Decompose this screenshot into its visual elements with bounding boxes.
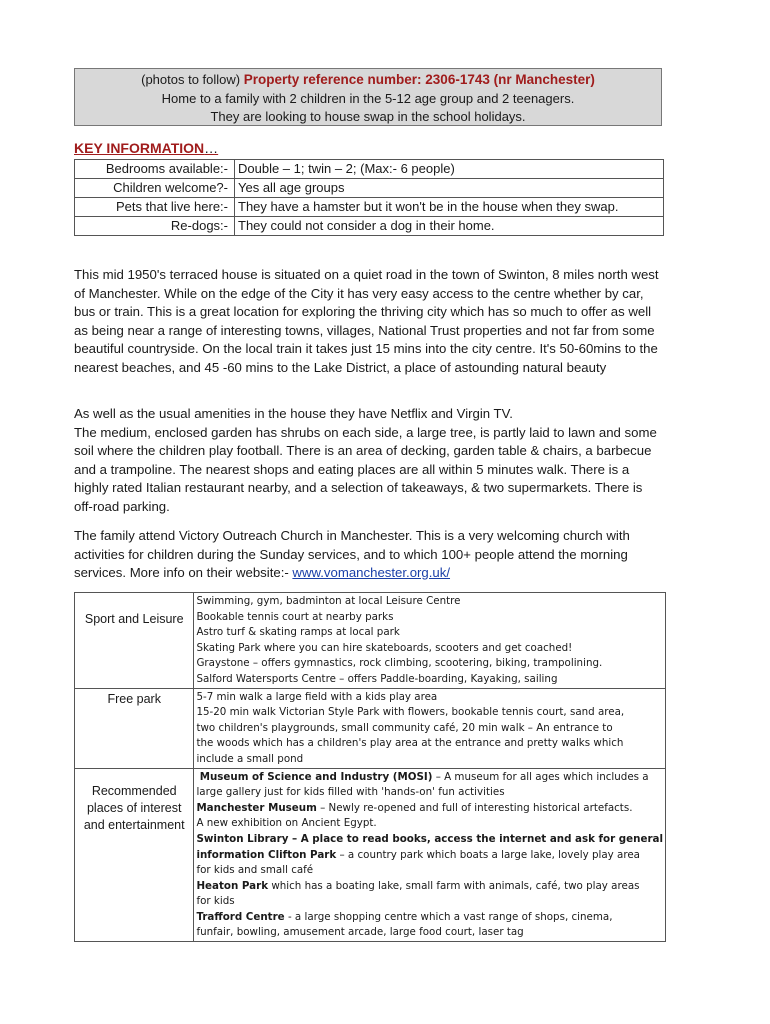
list-item: include a small pond	[196, 752, 304, 765]
list-item: for kids	[196, 895, 235, 908]
list-item: Bookable tennis court at nearby parks	[196, 610, 394, 623]
sport-details	[194, 593, 666, 689]
list-item: Skating Park where you can hire skateboards, scooters and get coached!	[196, 641, 573, 654]
table-row	[75, 688, 666, 768]
church-paragraph	[74, 527, 660, 583]
list-item: 15-20 min walk Victorian Style Park with flowers, bookable tennis court, sand area,	[196, 706, 625, 719]
key-value: They could not consider a dog in their home.	[235, 217, 664, 236]
list-item: funfair, bowling, amusement arcade, large food court, laser tag	[196, 926, 524, 939]
list-item: large gallery just for kids filled with 'hands-on' fun activities	[196, 786, 505, 799]
amenities-paragraph	[74, 405, 660, 516]
park-details	[194, 688, 666, 768]
category-label-line: and entertainment	[83, 817, 185, 832]
table-row	[75, 179, 664, 198]
list-item: Graystone – offers gymnastics, rock climbing, scootering, biking, trampolining.	[196, 657, 603, 670]
table-row	[75, 768, 666, 942]
manchester-museum-text: – Newly re-opened and full of interesting historical artefacts.	[316, 801, 633, 814]
trafford-centre-text: - a large shopping centre which a vast range of shops, cinema,	[284, 910, 613, 923]
key-info-table	[74, 159, 664, 236]
table-row	[75, 593, 666, 689]
key-info-title: KEY INFORMATION	[74, 140, 205, 156]
church-text: The family attend Victory Outreach Church in Manchester. This is a very welcoming church with activities for children during the Sunday services, and to which 100+ people attend the morning services. More info on their website:-	[74, 528, 630, 580]
key-label: Bedrooms available:-	[75, 160, 235, 179]
key-value: Yes all age groups	[235, 179, 664, 198]
list-item: 5-7 min walk a large field with a kids play area	[196, 690, 438, 703]
list-item	[196, 832, 663, 848]
heaton-park-name: Heaton Park	[196, 879, 269, 892]
clifton-park-text: – a country park which boats a large lake, lovely play area	[336, 848, 640, 861]
category-places	[75, 768, 194, 942]
list-item: Astro turf & skating ramps at local park	[196, 626, 400, 639]
category-label-line: Recommended	[91, 783, 177, 798]
table-row	[75, 217, 664, 236]
property-header-box	[74, 68, 662, 126]
list-item	[196, 848, 663, 864]
key-info-ellipsis: …	[204, 140, 219, 156]
table-row	[75, 160, 664, 179]
list-item	[196, 770, 663, 786]
key-label: Re-dogs:-	[75, 217, 235, 236]
trafford-centre-name: Trafford Centre	[196, 910, 285, 923]
category-sport: Sport and Leisure	[75, 593, 194, 689]
list-item: A new exhibition on Ancient Egypt.	[196, 817, 377, 830]
mosi-text: – A museum for all ages which includes a	[432, 770, 649, 783]
manchester-museum-name: Manchester Museum	[196, 801, 317, 814]
garden-description: The medium, enclosed garden has shrubs on each side, a large tree, is partly laid to lawn and some soil where the children play football. There is an area of decking, garden table & chairs, a barbecue and a trampoline. The nearest shops and eating places are all within 5 minutes walk. There is a highly rated Italian restaurant nearby, and a selection of takeaways, & two supermarkets. There is off-road parking.	[74, 424, 657, 514]
places-details	[194, 768, 666, 942]
swinton-library: Swinton Library – A place to read books, access the internet and ask for general	[196, 832, 663, 845]
key-info-heading	[74, 140, 218, 156]
header-line-1	[75, 71, 661, 90]
list-item: for kids and small café	[196, 864, 314, 877]
activities-table	[74, 592, 666, 942]
key-label: Children welcome?-	[75, 179, 235, 198]
house-description: This mid 1950's terraced house is situated on a quiet road in the town of Swinton, 8 miles north west of Manchester. While on the edge of the City it has very easy access to the centre whether by car, bus or train. This is a great location for exploring the thriving city which has so much to offer as well as being near a range of interesting towns, villages, National Trust properties and not far from some beautiful countryside. On the local train it takes just 15 mins into the city centre. It's 50-60mins to the nearest beaches, and 45 -60 mins to the Lake District, a place of astounding natural beauty	[74, 267, 659, 375]
category-label-line: places of interest	[86, 800, 182, 815]
photos-note: (photos to follow)	[141, 72, 244, 87]
property-reference: Property reference number: 2306-1743 (nr Manchester)	[243, 72, 595, 87]
website-link[interactable]: www.vomanchester.org.uk/	[292, 565, 451, 580]
key-value: They have a hamster but it won't be in the house when they swap.	[235, 198, 664, 217]
key-label: Pets that live here:-	[75, 198, 235, 217]
list-item: two children's playgrounds, small community café, 20 min walk – An entrance to	[196, 721, 613, 734]
list-item: Swimming, gym, badminton at local Leisure Centre	[196, 595, 461, 607]
list-item	[196, 910, 663, 926]
list-item	[196, 801, 663, 817]
header-line-3: They are looking to house swap in the school holidays.	[210, 109, 526, 124]
mosi-name: Museum of Science and Industry (MOSI)	[199, 770, 433, 783]
header-line-2: Home to a family with 2 children in the 5-12 age group and 2 teenagers.	[161, 90, 575, 106]
list-item: Salford Watersports Centre – offers Paddle-boarding, Kayaking, sailing	[196, 672, 558, 685]
amenities-line: As well as the usual amenities in the house they have Netflix and Virgin TV.	[74, 406, 513, 421]
table-row	[75, 198, 664, 217]
clifton-park-name: information Clifton Park	[196, 848, 337, 861]
category-park: Free park	[75, 688, 194, 768]
list-item: the woods which has a children's play area at the entrance and pretty walks which	[196, 737, 624, 750]
key-value: Double – 1; twin – 2; (Max:- 6 people)	[235, 160, 664, 179]
list-item	[196, 879, 663, 895]
heaton-park-text: which has a boating lake, small farm with animals, café, two play areas	[268, 879, 640, 892]
